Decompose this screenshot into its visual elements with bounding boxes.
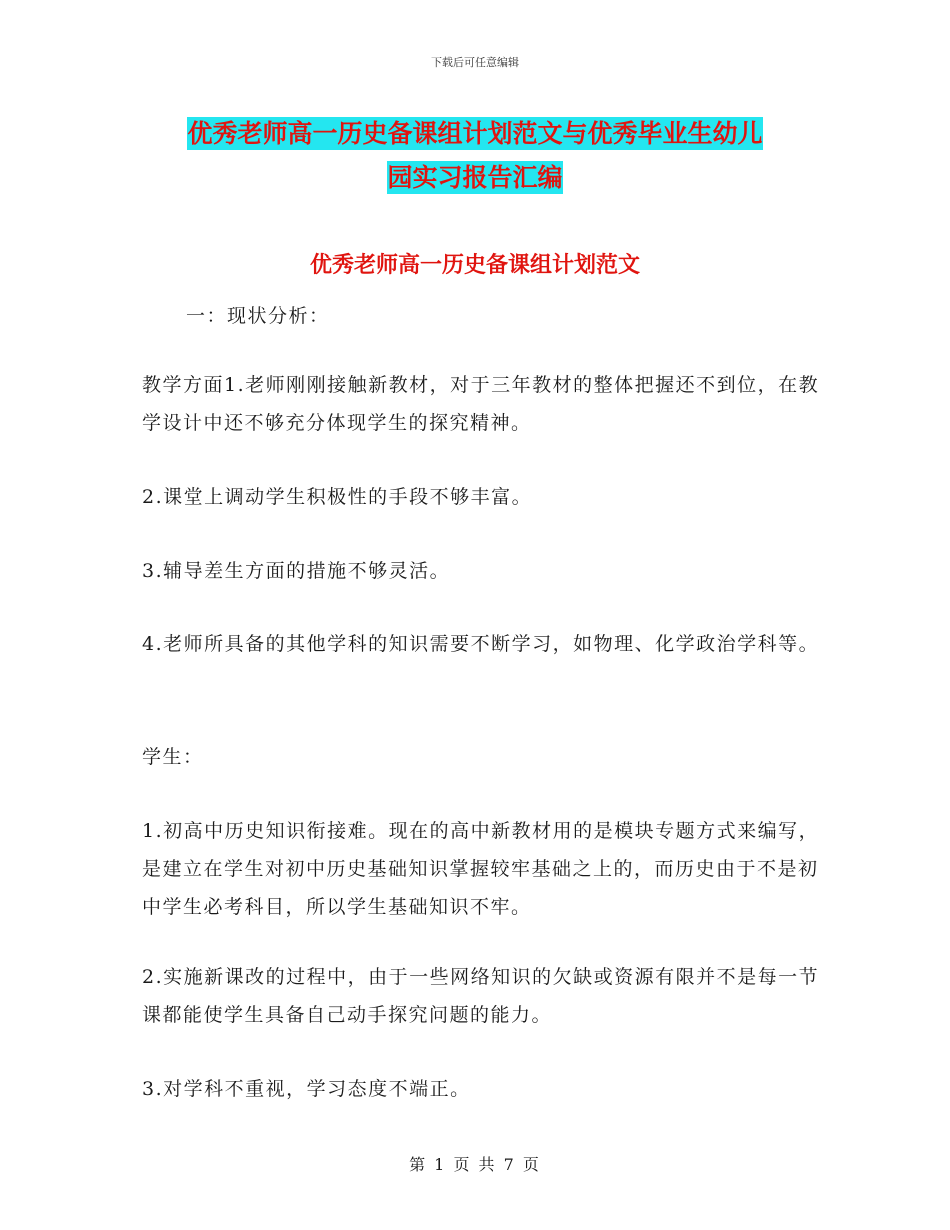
paragraph-teaching-3: 3.辅导差生方面的措施不够灵活。 — [142, 560, 451, 582]
document-title-line-1: 优秀老师高一历史备课组计划范文与优秀毕业生幼儿 — [187, 119, 763, 148]
paragraph-teaching-1: 教学方面1.老师刚刚接触新教材，对于三年教材的整体把握还不到位，在教学设计中还不够充分体现学生的探究精神。 — [142, 374, 820, 434]
paragraph-students-3: 3.对学科不重视，学习态度不端正。 — [142, 1078, 471, 1100]
document-title-line-2: 园实习报告汇编 — [387, 163, 563, 192]
paragraph-students-1: 1.初高中历史知识衔接难。现在的高中新教材用的是模块专题方式来编写，是建立在学生对初中历史基础知识掌握较牢基础之上的，而历史由于不是初中学生必考科目，所以学生基础知识不牢。 — [142, 820, 820, 918]
header-note: 下载后可任意编辑 — [431, 56, 519, 69]
document-title — [140, 112, 810, 200]
paragraph-students-heading: 学生： — [142, 746, 204, 768]
paragraph-teaching-2: 2.课堂上调动学生积极性的手段不够丰富。 — [142, 486, 533, 508]
paragraph-teaching-4: 4.老师所具备的其他学科的知识需要不断学习，如物理、化学政治学科等。 — [142, 633, 820, 655]
page-footer: 第 1 页 共 7 页 — [409, 1155, 541, 1174]
section-title: 优秀老师高一历史备课组计划范文 — [309, 253, 640, 278]
paragraph-students-2: 2.实施新课改的过程中，由于一些网络知识的欠缺或资源有限并不是每一节课都能使学生具备自己动手探究问题的能力。 — [142, 966, 820, 1026]
paragraph-status-analysis: 一：现状分析： — [186, 305, 330, 327]
